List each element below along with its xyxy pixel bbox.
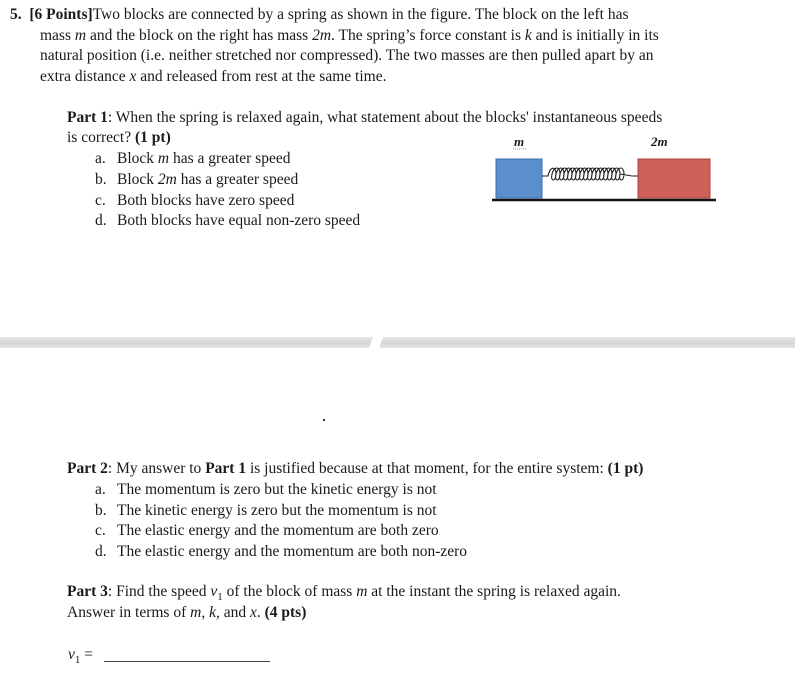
option-letter: a. bbox=[95, 481, 106, 498]
option-letter: d. bbox=[95, 543, 107, 560]
text: at the instant the spring is relaxed again. bbox=[367, 583, 621, 600]
question-line-3: natural position (i.e. neither stretched nor compressed). The two masses are then pulled apart by an bbox=[40, 47, 654, 64]
text: and is initially in its bbox=[531, 27, 659, 44]
math-var: m bbox=[356, 583, 368, 600]
figure-svg bbox=[488, 128, 718, 208]
part2-option-b[interactable] bbox=[95, 501, 437, 521]
text: mass bbox=[40, 27, 75, 44]
math-sub: 1 bbox=[74, 654, 81, 667]
text: : When the spring is relaxed again, what statement about the blocks' instantaneous speeds bbox=[107, 109, 663, 126]
option-text: The elastic energy and the momentum are both zero bbox=[117, 522, 439, 539]
math-var: m bbox=[74, 27, 87, 44]
part1-line-1 bbox=[67, 108, 662, 128]
label-2m: 2m bbox=[651, 134, 668, 149]
option-text: Both blocks have equal non-zero speed bbox=[117, 212, 361, 229]
option-letter: d. bbox=[95, 212, 107, 229]
text: and released from rest at the same time. bbox=[136, 68, 387, 85]
text: : Find the speed bbox=[107, 583, 211, 600]
part1-option-b[interactable] bbox=[95, 170, 298, 190]
text: and the block on the right has mass bbox=[86, 27, 313, 44]
part1-option-d[interactable] bbox=[95, 211, 360, 231]
math-var: v bbox=[210, 583, 218, 600]
option-text: Block bbox=[117, 150, 158, 167]
part2-option-a[interactable] bbox=[95, 480, 437, 500]
text: : My answer to bbox=[107, 460, 206, 477]
part1-points: (1 pt) bbox=[135, 129, 171, 146]
part3-label: Part 3 bbox=[67, 583, 108, 600]
option-text: The kinetic energy is zero but the momentum is not bbox=[117, 502, 437, 519]
text: = bbox=[80, 646, 94, 663]
part2-line-1 bbox=[67, 459, 643, 479]
text: of the block of mass bbox=[222, 583, 357, 600]
part1-option-c[interactable] bbox=[95, 191, 294, 211]
option-text: The elastic energy and the momentum are both non-zero bbox=[117, 543, 468, 560]
part1-line-2 bbox=[67, 128, 171, 148]
question-points: [6 Points] bbox=[29, 6, 93, 23]
part2-label: Part 2 bbox=[67, 460, 108, 477]
math-var: 2m bbox=[312, 27, 332, 44]
part3-points: (4 pts) bbox=[264, 604, 307, 621]
question-line-2 bbox=[40, 26, 659, 46]
option-text: has a greater speed bbox=[176, 171, 299, 188]
option-text: Block bbox=[117, 171, 158, 188]
answer-label bbox=[68, 645, 93, 670]
part2-points: (1 pt) bbox=[607, 460, 644, 477]
math-var: v bbox=[68, 646, 75, 663]
text: Answer in terms of bbox=[67, 604, 191, 621]
block-2m bbox=[638, 159, 710, 198]
text: . bbox=[256, 604, 265, 621]
option-text: Both blocks have zero speed bbox=[117, 192, 295, 209]
option-letter: b. bbox=[95, 171, 107, 188]
part2-option-c[interactable] bbox=[95, 521, 439, 541]
math-var: x bbox=[129, 68, 137, 85]
part2-option-d[interactable] bbox=[95, 542, 467, 562]
question-line-4 bbox=[40, 67, 386, 87]
option-letter: a. bbox=[95, 150, 106, 167]
text-bold: Part 1 bbox=[205, 460, 247, 477]
block-m bbox=[496, 159, 542, 198]
question-text: Two blocks are connected by a spring as shown in the figure. The block on the left has bbox=[92, 6, 629, 23]
part1-option-a[interactable] bbox=[95, 149, 290, 169]
label-m: m bbox=[514, 134, 525, 149]
math-var: x bbox=[249, 604, 257, 621]
stray-mark bbox=[323, 419, 325, 421]
question-number: 5. bbox=[10, 6, 22, 23]
math-var: m bbox=[157, 150, 170, 167]
text: extra distance bbox=[40, 68, 130, 85]
math-var: k bbox=[524, 27, 532, 44]
question-line-1 bbox=[10, 5, 629, 25]
text: . The spring’s force constant is bbox=[331, 27, 525, 44]
option-text: The momentum is zero but the kinetic energy is not bbox=[117, 481, 437, 498]
answer-blank-line[interactable] bbox=[104, 661, 270, 662]
option-letter: c. bbox=[95, 522, 106, 539]
part3-line-2 bbox=[67, 603, 306, 623]
option-text: has a greater speed bbox=[169, 150, 291, 167]
spring bbox=[542, 168, 638, 180]
spring-blocks-figure bbox=[488, 128, 718, 208]
math-sub: 1 bbox=[217, 591, 223, 604]
option-letter: b. bbox=[95, 502, 107, 519]
option-letter: c. bbox=[95, 192, 106, 209]
math-var: 2m bbox=[157, 171, 177, 188]
page-divider bbox=[0, 337, 795, 348]
part1-label: Part 1 bbox=[67, 109, 108, 126]
math-var: m, k, bbox=[190, 604, 220, 621]
text: is correct? bbox=[67, 129, 135, 146]
text: and bbox=[219, 604, 250, 621]
text: is justified because at that moment, for the entire system: bbox=[246, 460, 608, 477]
